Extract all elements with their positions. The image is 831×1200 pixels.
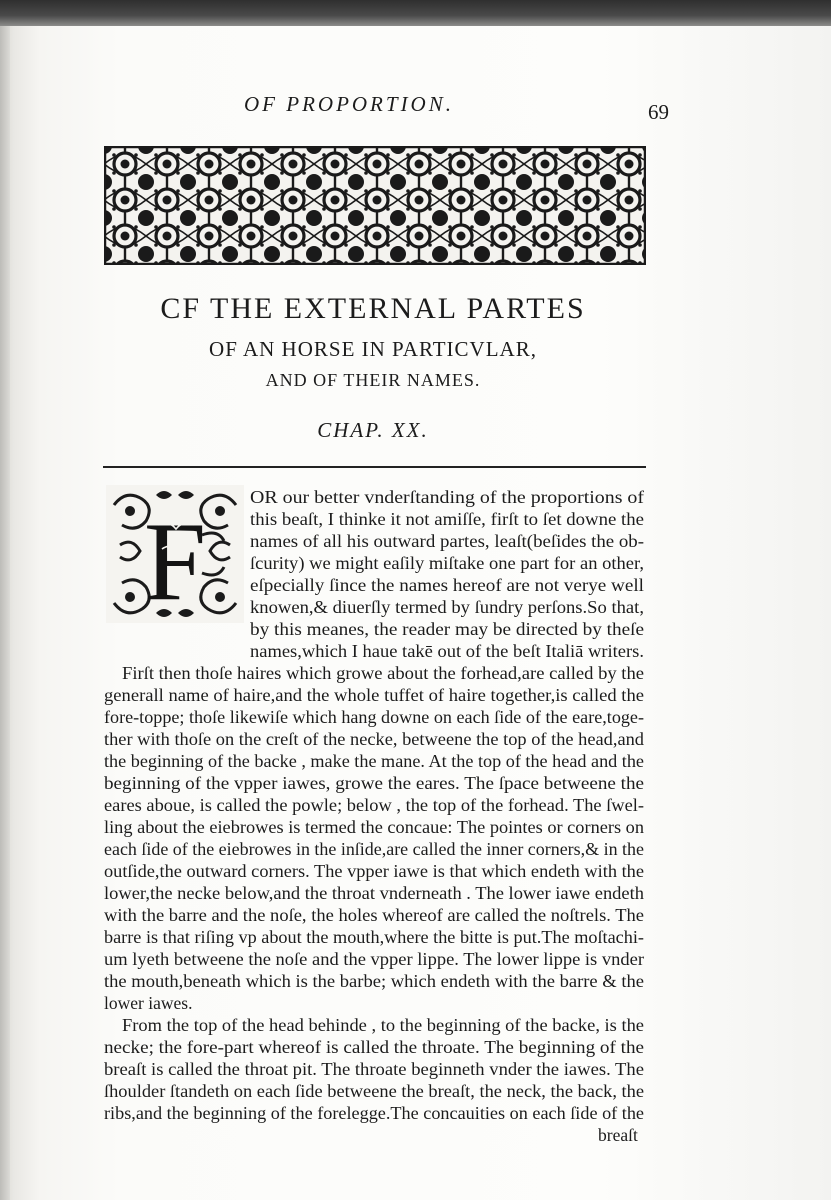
text-line: names,which I haue takē out of the beſt Italiā writers.	[250, 641, 644, 661]
text-line: ſhoulder ſtandeth on each ſide betweene the breaſt, the neck, the back, the	[104, 1081, 644, 1101]
chapter-subtitle: OF AN HORSE IN PARTICVLAR,	[209, 337, 537, 361]
heading-rule	[103, 466, 646, 468]
page-number: 69	[648, 100, 669, 124]
text-line: the beginning of the backe , make the mane. At the top of the head and the	[104, 751, 644, 771]
text-line: OR our better vnderſtanding of the proportions of	[250, 487, 644, 507]
text-line: lower iawes.	[104, 993, 193, 1013]
text-line: ribs,and the beginning of the forelegge.The concauities on each ſide of the	[104, 1103, 644, 1123]
catchword: breaſt	[598, 1125, 638, 1145]
running-head: OF PROPORTION.	[244, 92, 454, 116]
text-line: ther with thoſe on the creſt of the necke, betweene the top of the head,and	[104, 729, 644, 749]
scan-gutter-shadow	[0, 26, 10, 1200]
text-line: ſcurity) we might eaſily miſtake one part for an other,	[250, 553, 644, 573]
text-line: barre is that riſing vp about the mouth,where the bitte is put.The moſtachi-	[104, 927, 644, 947]
text-line: eares aboue, is called the powle; below , the top of the forhead. The ſwel-	[104, 795, 644, 815]
text-line: outſide,the outward corners. The vpper iawe is that which endeth with the	[104, 861, 644, 881]
chapter-title: CF THE EXTERNAL PARTES	[160, 292, 586, 325]
scan-top-edge	[0, 0, 831, 26]
text-line: From the top of the head behinde , to the beginning of the backe, is the	[122, 1015, 644, 1035]
text-line: fore-toppe; thoſe likewiſe which hang downe on each ſide of the eare,toge-	[104, 707, 644, 727]
text-line: by this meanes, the reader may be directed by theſe	[250, 619, 644, 639]
text-line: knowen,& diuerſly termed by ſundry perſons.So that,	[250, 597, 644, 617]
text-line: this beaſt, I thinke it not amiſſe, firſt to ſet downe the	[250, 509, 644, 529]
text-line: beginning of the vpper iawes, growe the eares. The ſpace betweene the	[104, 773, 644, 793]
text-line: um lyeth betweene the noſe and the vpper lippe. The lower lippe is vnder	[104, 949, 644, 969]
text-line: each ſide of the eiebrowes in the inſide,are called the inner corners,& in the	[104, 839, 644, 859]
chapter-subtitle-2: AND OF THEIR NAMES.	[265, 370, 481, 390]
initial-letter: F	[143, 500, 207, 623]
text-line: generall name of haire,and the whole tuffet of haire together,is called the	[104, 685, 644, 705]
text-line: ling about the eiebrowes is termed the concaue: The pointes or corners on	[104, 817, 644, 837]
text-line: necke; the fore-part whereof is called the throate. The beginning of the	[104, 1037, 644, 1057]
text-line: breaſt is called the throat pit. The throate beginneth vnder the iawes. The	[104, 1059, 644, 1079]
text-line: Firſt then thoſe haires which growe about the forhead,are called by the	[122, 663, 644, 683]
ornamental-headpiece	[104, 146, 646, 265]
text-line: names of all his outward partes, leaſt(beſides the ob-	[250, 531, 644, 551]
decorated-initial	[106, 485, 244, 623]
chapter-number: CHAP. XX.	[317, 418, 429, 442]
text-line: with the barre and the noſe, the holes whereof are called the noſtrels. The	[104, 905, 644, 925]
text-line: the mouth,beneath which is the barbe; which endeth with the barre & the	[104, 971, 644, 991]
text-line: eſpecially ſince the names hereof are not verye well	[250, 575, 644, 595]
text-line: lower,the necke below,and the throat vnderneath . The lower iawe endeth	[104, 883, 644, 903]
